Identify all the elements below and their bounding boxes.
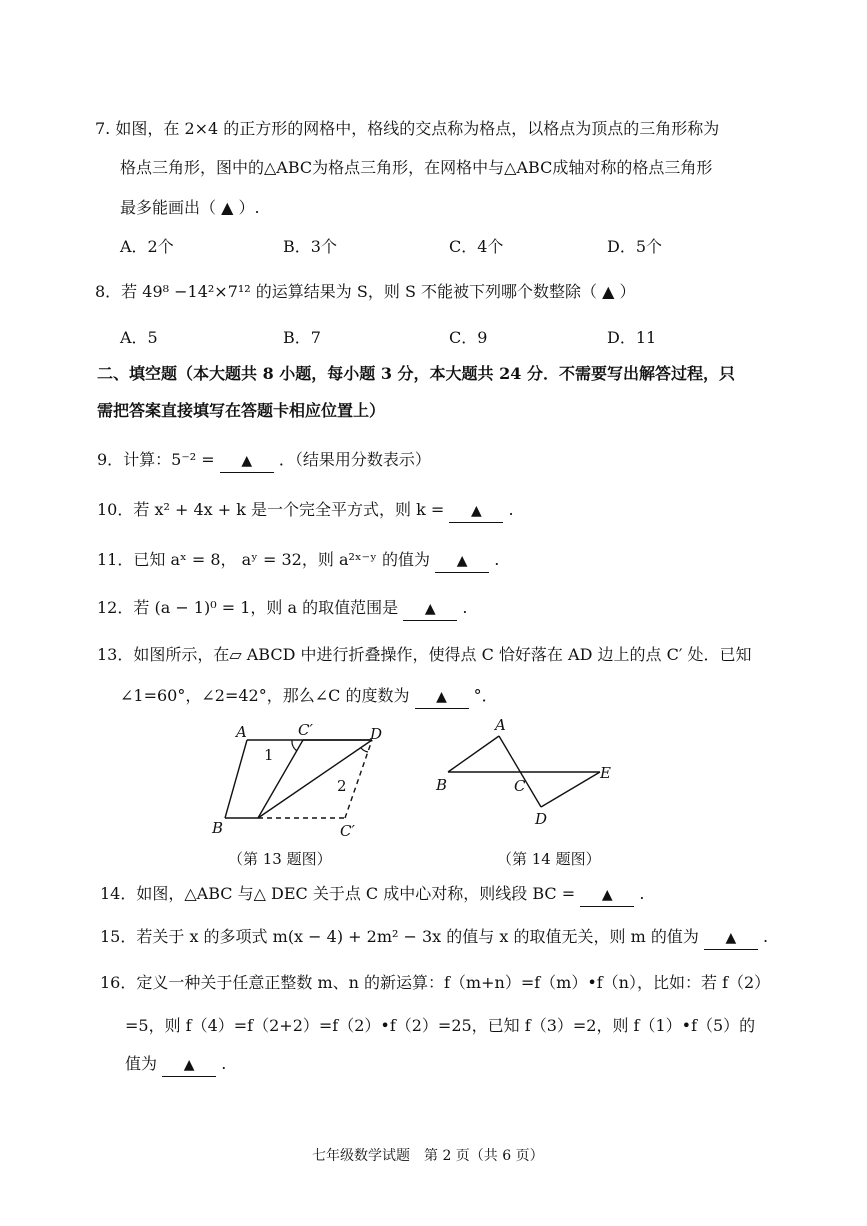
q9-suffix: ．（结果用分数表示） xyxy=(278,450,431,469)
q13-line2 xyxy=(120,685,498,709)
q14 xyxy=(100,883,644,907)
q7-option-c: C．4个 xyxy=(449,237,504,256)
q10-answer-mark: ▲ xyxy=(471,503,482,519)
fig14-label-a: A xyxy=(495,716,506,734)
q16-line3-suffix: . xyxy=(221,1054,227,1073)
q11 xyxy=(97,549,499,573)
q12 xyxy=(97,597,467,621)
fig13-edge-ab xyxy=(225,740,247,818)
q14-prefix: 14．如图，△ABC 与△ DEC 关于点 C 成中心对称，则线段 BC = xyxy=(100,884,576,903)
fig13-fold-ed xyxy=(258,740,372,818)
fig13-label-cprime-top: C′ xyxy=(298,721,313,739)
q13-answer-mark: ▲ xyxy=(436,689,447,705)
q16-line3-prefix: 值为 xyxy=(125,1054,158,1073)
fig13-caption: （第 13 题图） xyxy=(228,850,332,868)
q8-option-c: C．9 xyxy=(449,328,488,347)
q16-line1: 16．定义一种关于任意正整数 m、n 的新运算：f（m+n）=f（m）•f（n），比如：若 f（2） xyxy=(100,973,771,992)
figure-13 xyxy=(200,715,400,845)
q15-answer-mark: ▲ xyxy=(725,930,737,946)
q9-prefix: 9．计算：5⁻² = xyxy=(97,450,215,469)
q14-answer-mark: ▲ xyxy=(601,887,613,903)
q13-line2-suffix: °． xyxy=(473,686,498,705)
q8-option-a: A．5 xyxy=(120,328,158,347)
q12-suffix: . xyxy=(462,598,468,617)
q7-line1: 7. 如图，在 2×4 的正方形的网格中，格线的交点称为格点，以格点为顶点的三角形称为 xyxy=(95,119,720,138)
fig13-angle-2-arc xyxy=(361,748,368,752)
q13-line1: 13．如图所示，在▱ ABCD 中进行折叠操作，使得点 C 恰好落在 AD 边上的点 C′ 处．已知 xyxy=(97,645,752,664)
fig14-label-b: B xyxy=(436,776,448,794)
q12-prefix: 12．若 (a − 1)⁰ = 1，则 a 的取值范围是 xyxy=(97,598,399,617)
q7-line3: 最多能画出（ ▲ ）. xyxy=(120,198,260,217)
q12-answer-mark: ▲ xyxy=(424,601,436,617)
q8-stem: 8．若 49⁸ −14²×7¹² 的运算结果为 S，则 S 不能被下列哪个数整除（ ▲ ） xyxy=(95,282,636,301)
q9-answer-mark: ▲ xyxy=(241,453,253,469)
q8-option-d: D．11 xyxy=(607,328,657,347)
q15 xyxy=(100,926,768,950)
q7-option-d: D．5个 xyxy=(607,237,663,256)
q11-prefix: 11．已知 aˣ = 8， aʸ = 32，则 a²ˣ⁻ʸ 的值为 xyxy=(97,550,430,569)
q7-option-b: B．3个 xyxy=(283,237,337,256)
q15-prefix: 15．若关于 x 的多项式 m(x − 4) + 2m² − 3x 的值与 x 的取值无关，则 m 的值为 xyxy=(100,927,699,946)
fig13-label-a: A xyxy=(236,723,247,741)
q11-answer-blank[interactable] xyxy=(435,549,489,573)
fig14-label-d: D xyxy=(535,810,548,828)
q11-suffix: . xyxy=(494,550,500,569)
q7-line2: 格点三角形，图中的△ABC为格点三角形，在网格中与△ABC成轴对称的格点三角形 xyxy=(120,158,713,177)
q16-answer-mark: ▲ xyxy=(183,1057,195,1073)
q15-suffix: . xyxy=(763,927,769,946)
q12-answer-blank[interactable] xyxy=(403,597,457,621)
fig13-label-angle-1: 1 xyxy=(264,746,274,764)
fig14-label-c: C xyxy=(514,777,526,795)
fig14-label-e: E xyxy=(600,764,611,782)
section2-heading: 二、填空题（本大题共 8 小题，每小题 3 分，本大题共 24 分．不需要写出解答过程，只 xyxy=(97,364,735,383)
fig14-edge-ab xyxy=(448,736,499,772)
q8-option-b: B．7 xyxy=(283,328,321,347)
q10-suffix: . xyxy=(508,500,514,519)
q16-line2: =5，则 f（4）=f（2+2）=f（2）•f（2）=25，已知 f（3）=2，则 f（1）•f（5）的 xyxy=(125,1016,756,1035)
q10-prefix: 10．若 x² + 4x + k 是一个完全平方式，则 k = xyxy=(97,500,445,519)
figure-14 xyxy=(430,712,630,832)
fig13-label-b: B xyxy=(212,819,224,837)
q9-answer-blank[interactable] xyxy=(220,449,274,473)
fig13-angle-1-arc xyxy=(292,740,297,751)
q9 xyxy=(97,449,431,473)
q7-option-a: A．2个 xyxy=(120,237,174,256)
fig14-edge-de xyxy=(541,772,600,807)
q14-suffix: . xyxy=(639,884,645,903)
q13-answer-blank[interactable] xyxy=(415,685,469,709)
q15-answer-blank[interactable] xyxy=(704,926,758,950)
q11-answer-mark: ▲ xyxy=(456,553,468,569)
q16-line3 xyxy=(125,1053,226,1077)
q14-answer-blank[interactable] xyxy=(580,883,634,907)
q10-answer-blank[interactable] xyxy=(449,499,503,523)
fig13-label-d: D xyxy=(370,725,383,743)
page-footer: 七年级数学试题 第 2 页（共 6 页） xyxy=(312,1148,544,1164)
fig14-caption: （第 14 题图） xyxy=(497,850,601,868)
q13-line2-prefix: ∠1=60°，∠2=42°，那么∠C 的度数为 xyxy=(120,686,410,705)
q10 xyxy=(97,499,514,523)
fig13-label-angle-2: 2 xyxy=(337,777,347,795)
fig13-label-c: C′ xyxy=(340,822,355,840)
section2-heading-cont: 需把答案直接填写在答题卡相应位置上） xyxy=(97,401,386,420)
q16-answer-blank[interactable] xyxy=(162,1053,216,1077)
